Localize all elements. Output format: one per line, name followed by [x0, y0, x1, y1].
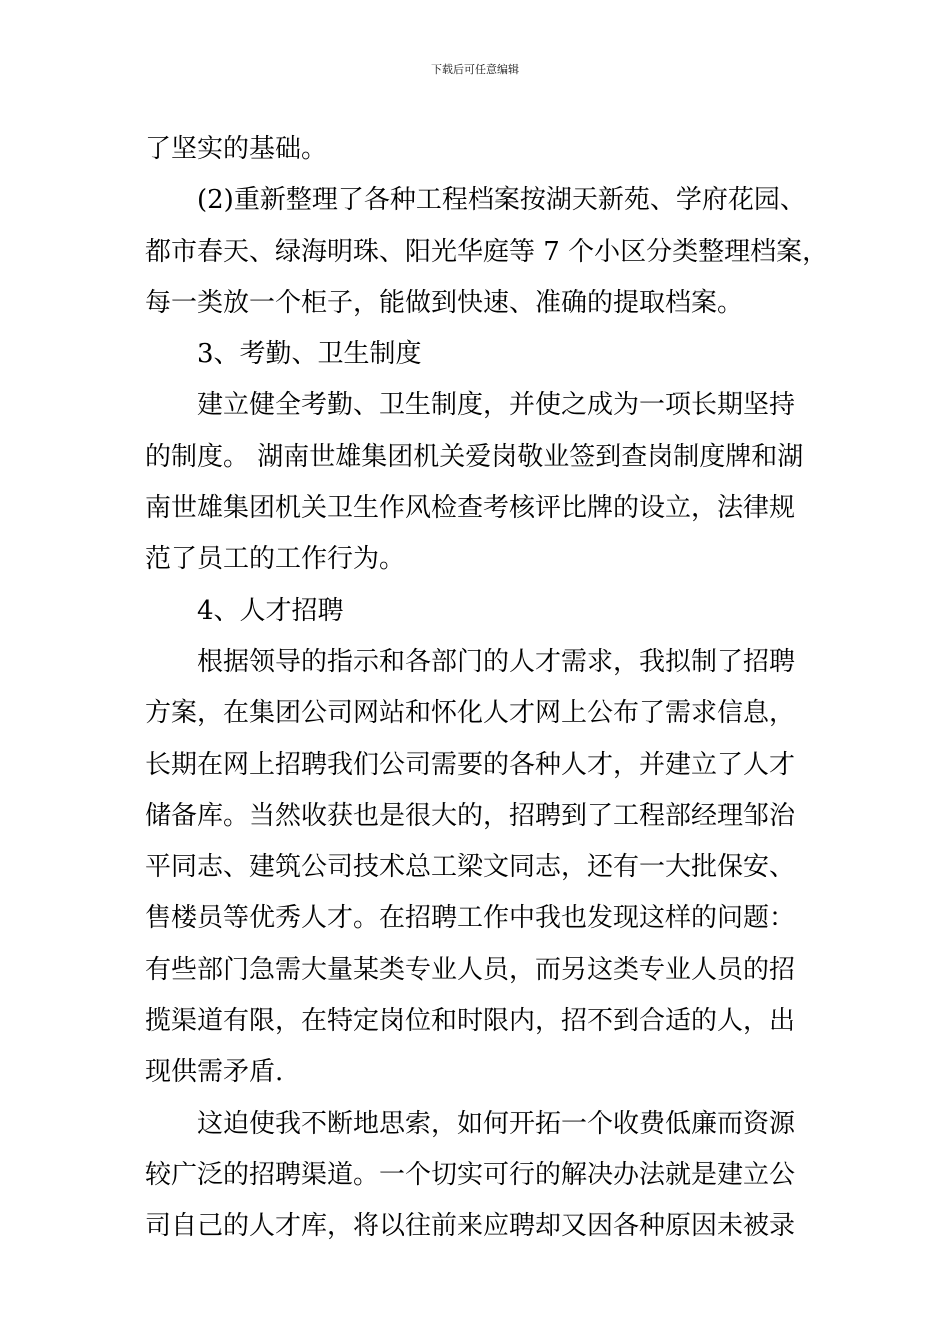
text-line: 了坚实的基础。	[145, 134, 328, 164]
section-heading: 4、人才招聘	[197, 595, 344, 626]
text-line: 较广泛的招聘渠道。一个切实可行的解决办法就是建立公	[145, 1159, 796, 1190]
text-line: 售楼员等优秀人才。在招聘工作中我也发现这样的问题：	[145, 903, 796, 934]
text-line: 都市春天、绿海明珠、阳光华庭等 7 个小区分类整理档案，	[145, 236, 829, 267]
page-header: 下载后可任意编辑	[431, 63, 519, 76]
text-line: 方案，在集团公司网站和怀化人才网上公布了需求信息，	[145, 698, 796, 729]
text-line: 每一类放一个柜子，能做到快速、准确的提取档案。	[145, 287, 744, 318]
text-line: 现供需矛盾.	[145, 1057, 284, 1088]
text-line: 司自己的人才库，将以往前来应聘却又因各种原因未被录	[145, 1211, 796, 1242]
text-line: 这迫使我不断地思索，如何开拓一个收费低廉而资源	[197, 1108, 796, 1139]
text-line: 揽渠道有限，在特定岗位和时限内，招不到合适的人，出	[145, 1006, 796, 1037]
section-heading: 3、考勤、卫生制度	[197, 339, 422, 370]
text-line: 长期在网上招聘我们公司需要的各种人才，并建立了人才	[145, 749, 796, 780]
text-line: 平同志、建筑公司技术总工梁文同志，还有一大批保安、	[145, 852, 796, 883]
document-body	[145, 124, 829, 1253]
text-line: 储备库。当然收获也是很大的，招聘到了工程部经理邹治	[145, 800, 796, 831]
text-line: 的制度。 湖南世雄集团机关爱岗敬业签到查岗制度牌和湖	[145, 441, 804, 472]
text-line: 南世雄集团机关卫生作风检查考核评比牌的设立，法律规	[145, 493, 796, 524]
text-line: 范了员工的工作行为。	[145, 544, 406, 575]
text-line: 根据领导的指示和各部门的人才需求，我拟制了招聘	[197, 646, 796, 677]
text-line: (2)重新整理了各种工程档案按湖天新苑、学府花园、	[197, 185, 806, 216]
text-line: 有些部门急需大量某类专业人员，而另这类专业人员的招	[145, 954, 796, 985]
text-line: 建立健全考勤、卫生制度，并使之成为一项长期坚持	[197, 390, 796, 421]
